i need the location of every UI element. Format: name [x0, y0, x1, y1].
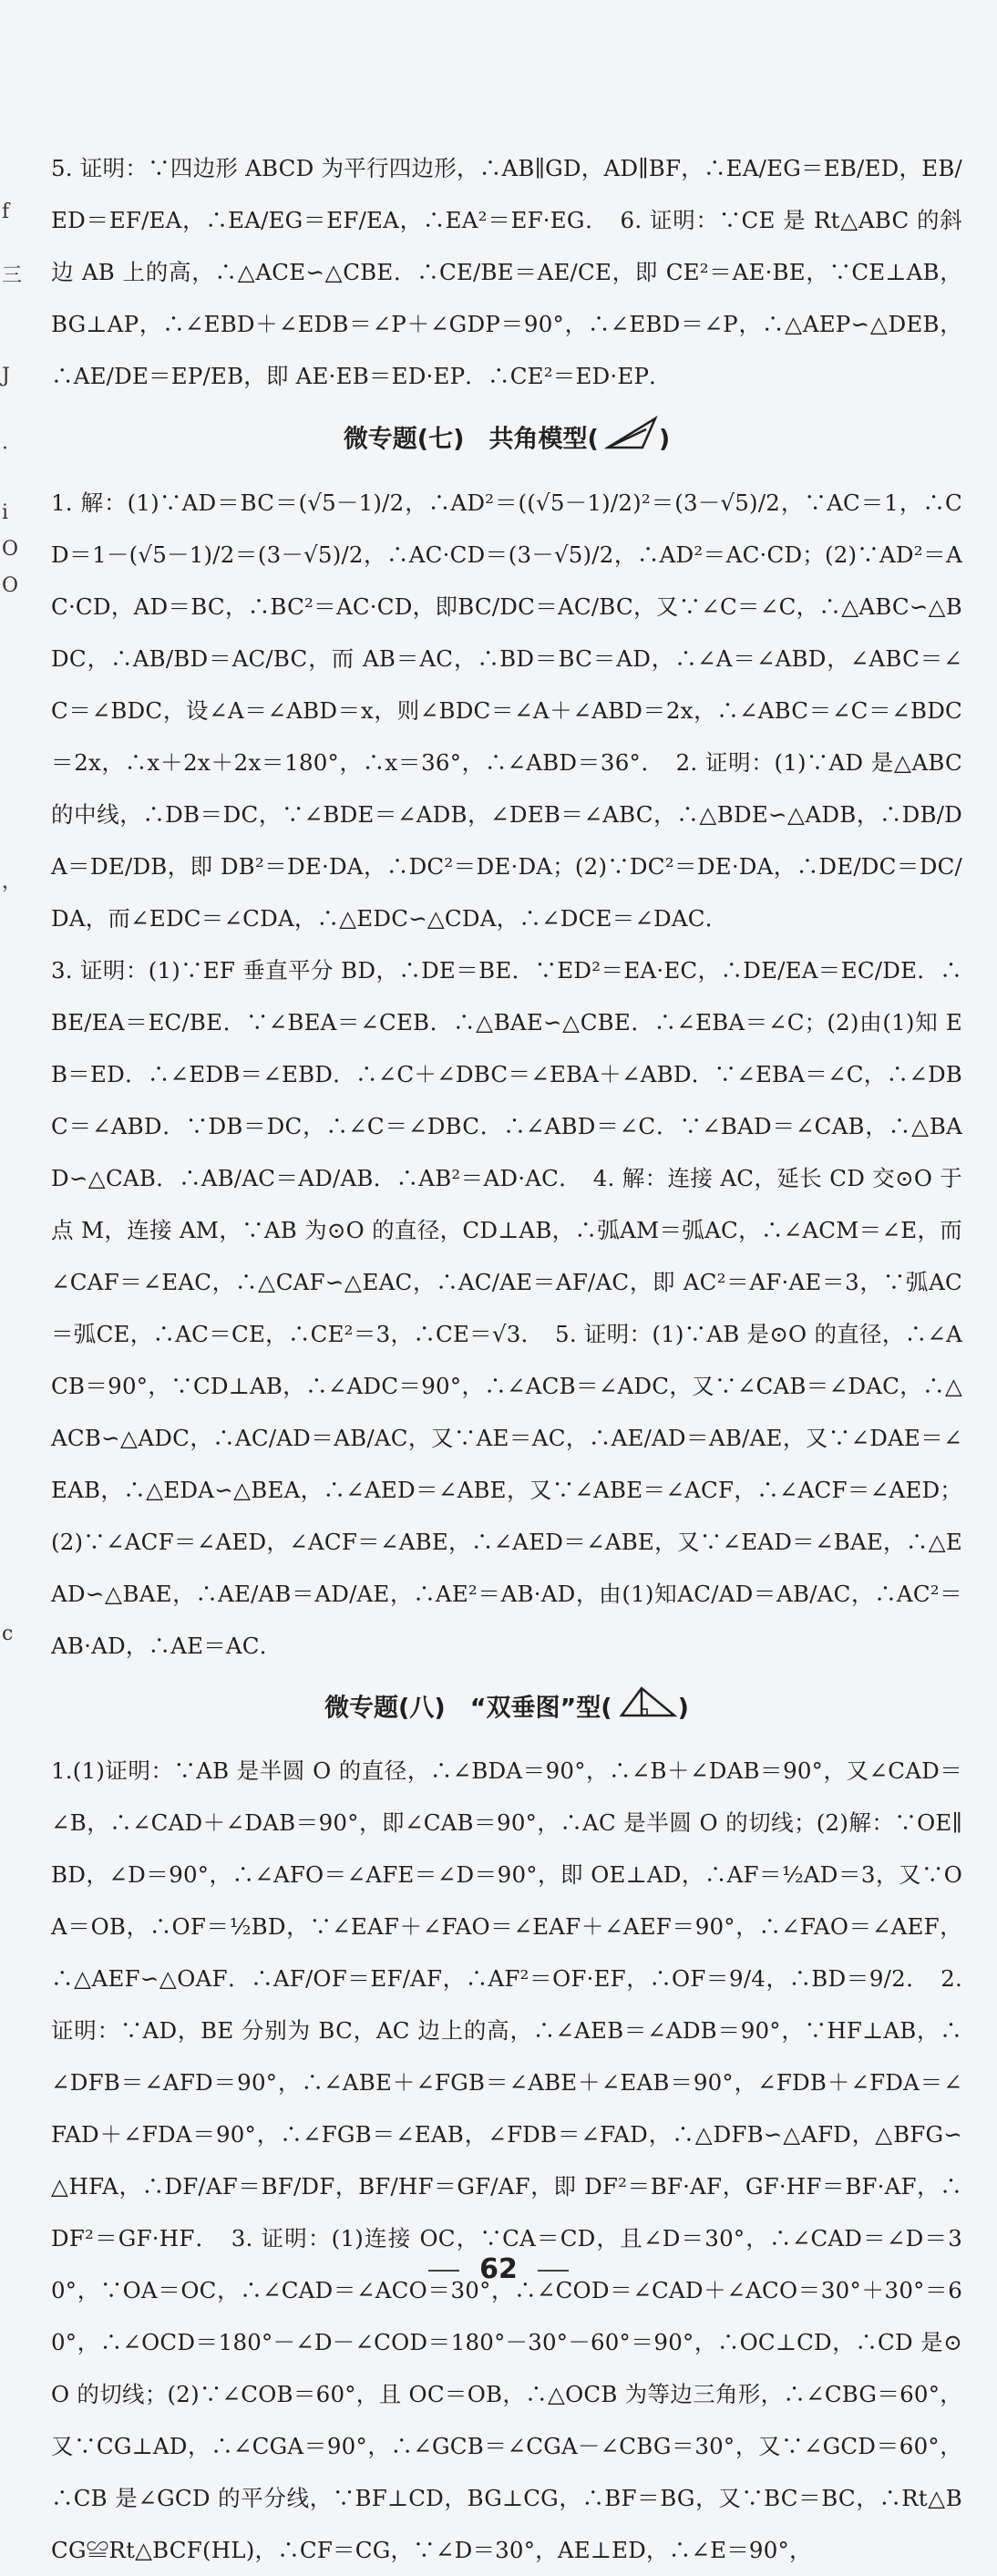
shared-angle-icon — [604, 415, 659, 466]
answer-paragraph-5-6: 5. 证明：∵四边形 ABCD 为平行四边形，∴AB∥GD，AD∥BF，∴EA/EG＝EB/ED，EB/ED＝EF/EA，∴EA/EG＝EF/EA，∴EA²＝EF·EG． 6. 证明：∵CE 是 Rt△ABC 的斜边 AB 上的高，∴△ACE∽△CBE．∴CE/BE＝AE/CE，即 CE²＝AE·BE，∵CE⊥AB，BG⊥AP，∴∠EBD＋∠EDB＝∠P＋∠GDP＝90°，∴∠EBD＝∠P，∴△AEP∽△DEB，∴AE/DE＝EP/EB，即 AE·EB＝ED·EP．∴CE²＝ED·EP． — [51, 155, 962, 389]
section-title-close: ) — [658, 425, 671, 454]
edge-mark: ， — [2, 871, 23, 893]
edge-mark: · — [2, 438, 8, 460]
page-number: 62 — [0, 2253, 997, 2285]
edge-mark: f — [2, 201, 10, 223]
edge-mark: J — [2, 365, 10, 387]
section-title-close: ) — [677, 1694, 689, 1723]
section-title-7 — [51, 415, 962, 466]
section-title-text: 微专题(八) “双垂图”型( — [324, 1694, 612, 1723]
edge-mark: c — [2, 1623, 14, 1645]
edge-mark: O — [2, 538, 19, 561]
answer-paragraph-1-2: 1. 解：(1)∵AD＝BC＝(√5－1)/2，∴AD²＝((√5－1)/2)²＝(3－√5)/2，∵AC＝1，∴CD＝1－(√5－1)/2＝(3－√5)/2，∴AC·CD＝(3－√5)/2，∴AD²＝AC·CD；(2)∵AD²＝AC·CD，AD＝BC，∴BC²＝AC·CD，即BC/DC＝AC/BC，又∵∠C＝∠C，∴△ABC∽△BDC，∴AB/BD＝AC/BC，而 AB＝AC，∴BD＝BC＝AD，∴∠A＝∠ABD，∠ABC＝∠C＝∠BDC，设∠A＝∠ABD＝x，则∠BDC＝∠A＋∠ABD＝2x，∴∠ABC＝∠C＝∠BDC＝2x，∴x＋2x＋2x＝180°，∴x＝36°，∴∠ABD＝36°． 2. 证明：(1)∵AD 是△ABC 的中线，∴DB＝DC，∵∠BDE＝∠ADB，∠DEB＝∠ABC，∴△BDE∽△ADB，∴DB/DA＝DE/DB，即 DB²＝DE·DA，∴DC²＝DE·DA；(2)∵DC²＝DE·DA，∴DE/DC＝DC/DA，而∠EDC＝∠CDA，∴△EDC∽△CDA，∴∠DCE＝∠DAC． — [51, 489, 962, 932]
section-title-text: 微专题(七) 共角模型( — [343, 425, 599, 454]
answer-paragraph-8-1-3: 1.(1)证明：∵AB 是半圆 O 的直径，∴∠BDA＝90°，∴∠B＋∠DAB＝90°，又∠CAD＝∠B，∴∠CAD＋∠DAB＝90°，即∠CAB＝90°，∴AC 是半圆 O 的切线；(2)解：∵OE∥BD，∠D＝90°，∴∠AFO＝∠AFE＝∠D＝90°，即 OE⊥AD，∴AF＝½AD＝3，又∵OA＝OB，∴OF＝½BD，∵∠EAF＋∠FAO＝∠EAF＋∠AEF＝90°，∴∠FAO＝∠AEF，∴△AEF∽△OAF．∴AF/OF＝EF/AF，∴AF²＝OF·EF，∴OF＝9/4，∴BD＝9/2． 2. 证明：∵AD，BE 分别为 BC，AC 边上的高，∴∠AEB＝∠ADB＝90°，∵HF⊥AB，∴∠DFB＝∠AFD＝90°，∴∠ABE＋∠FGB＝∠ABE＋∠EAB＝90°，∠FDB＋∠FDA＝∠FAD＋∠FDA＝90°，∴∠FGB＝∠EAB，∠FDB＝∠FAD，∴△DFB∽△AFD，△BFG∽△HFA，∴DF/AF＝BF/DF，BF/HF＝GF/AF，即 DF²＝BF·AF，GF·HF＝BF·AF，∴DF²＝GF·HF． 3. 证明：(1)连接 OC，∵CA＝CD，且∠D＝30°，∴∠CAD＝∠D＝30°，∵OA＝OC，∴∠CAD＝∠ACO＝30°，∴∠COD＝∠CAD＋∠ACO＝30°＋30°＝60°，∴∠OCD＝180°－∠D－∠COD＝180°－30°－60°＝90°，∴OC⊥CD，∴CD 是⊙O 的切线；(2)∵∠COB＝60°，且 OC＝OB，∴△OCB 为等边三角形，∴∠CBG＝60°，又∵CG⊥AD，∴∠CGA＝90°，∴∠GCB＝∠CGA－∠CBG＝30°，又∵∠GCD＝60°，∴CB 是∠GCD 的平分线，∵BF⊥CD，BG⊥CG，∴BF＝BG，又∵BC＝BC，∴Rt△BCG≌Rt△BCF(HL)，∴CF＝CG，∵∠D＝30°，AE⊥ED，∴∠E＝90°， — [51, 1757, 962, 2563]
answer-paragraph-3-5: 3. 证明：(1)∵EF 垂直平分 BD，∴DE＝BE．∵ED²＝EA·EC，∴DE/EA＝EC/DE．∴BE/EA＝EC/BE．∵∠BEA＝∠CEB．∴△BAE∽△CBE．∴∠EBA＝∠C；(2)由(1)知 EB＝ED．∴∠EDB＝∠EBD．∴∠C＋∠DBC＝∠EBA＋∠ABD．∵∠EBA＝∠C，∴∠DBC＝∠ABD．∵DB＝DC，∴∠C＝∠DBC．∴∠ABD＝∠C．∵∠BAD＝∠CAB，∴△BAD∽△CAB．∴AB/AC＝AD/AB．∴AB²＝AD·AC． 4. 解：连接 AC，延长 CD 交⊙O 于点 M，连接 AM，∵AB 为⊙O 的直径，CD⊥AB，∴弧AM＝弧AC，∴∠ACM＝∠E，而∠CAF＝∠EAC，∴△CAF∽△EAC，∴AC/AE＝AF/AC，即 AC²＝AF·AE＝3，∵弧AC＝弧CE，∴AC＝CE，∴CE²＝3，∴CE＝√3． 5. 证明：(1)∵AB 是⊙O 的直径，∴∠ACB＝90°，∵CD⊥AB，∴∠ADC＝90°，∴∠ACB＝∠ADC，又∵∠CAB＝∠DAC，∴△ACB∽△ADC，∴AC/AD＝AB/AC，又∵AE＝AC，∴AE/AD＝AB/AE，又∵∠DAE＝∠EAB，∴△EDA∽△BEA，∴∠AED＝∠ABE，又∵∠ABE＝∠ACF，∴∠ACF＝∠AED；(2)∵∠ACF＝∠AED，∠ACF＝∠ABE，∴∠AED＝∠ABE，又∵∠EAD＝∠BAE，∴△EAD∽△BAE，∴AE/AB＝AD/AE，∴AE²＝AB·AD，由(1)知AC/AD＝AB/AC，∴AC²＝AB·AD，∴AE＝AC． — [51, 957, 962, 1659]
edge-mark: i — [2, 501, 9, 524]
section-title-8 — [51, 1685, 962, 1734]
answer-content — [51, 142, 962, 2576]
double-perpendicular-icon — [618, 1685, 678, 1734]
edge-mark: O — [2, 574, 19, 597]
left-edge-bleed-text — [0, 155, 26, 1705]
edge-mark: 三 — [2, 264, 23, 287]
